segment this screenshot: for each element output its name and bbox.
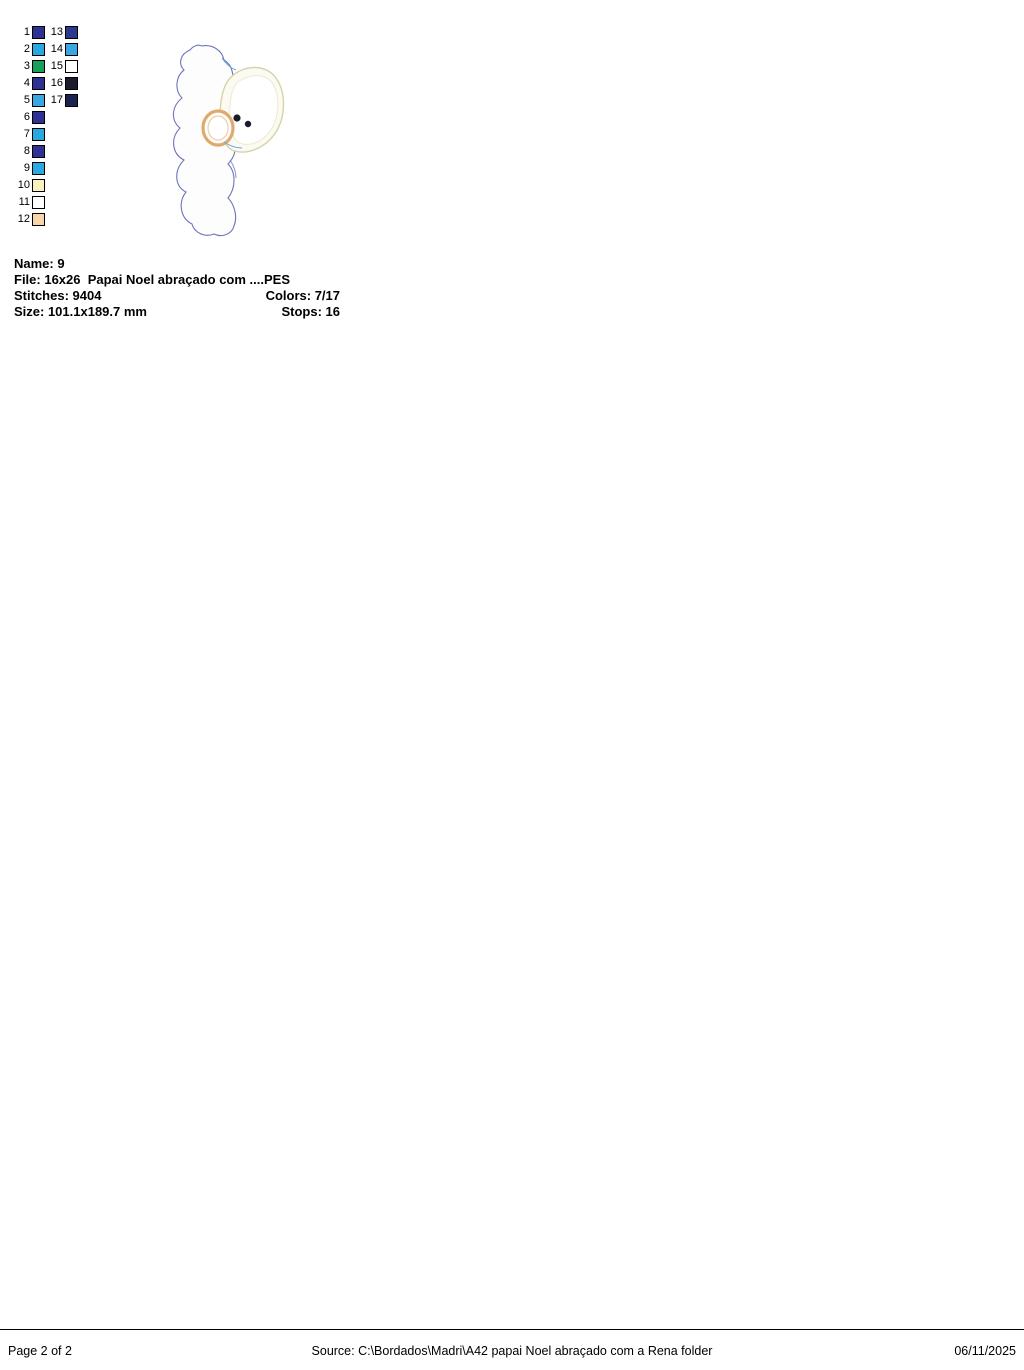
legend-item[interactable] <box>14 58 45 74</box>
color-swatch[interactable] <box>32 111 45 124</box>
legend-column-right <box>47 24 78 109</box>
legend-columns <box>14 24 94 228</box>
color-swatch[interactable] <box>32 196 45 209</box>
color-swatch[interactable] <box>32 179 45 192</box>
legend-index: 3 <box>23 59 30 72</box>
legend-index: 10 <box>17 178 30 191</box>
design-preview <box>160 20 350 250</box>
legend-item[interactable] <box>14 109 45 125</box>
legend-item[interactable] <box>14 143 45 159</box>
color-swatch[interactable] <box>65 60 78 73</box>
legend-index: 2 <box>23 42 30 55</box>
page-footer <box>0 1329 1024 1370</box>
legend-index: 6 <box>23 110 30 123</box>
design-size: Size: 101.1x189.7 mm <box>14 304 147 319</box>
design-colors: Colors: 7/17 <box>265 288 340 303</box>
legend-item[interactable] <box>14 177 45 193</box>
legend-item[interactable] <box>14 211 45 227</box>
color-swatch[interactable] <box>32 60 45 73</box>
legend-index: 8 <box>23 144 30 157</box>
legend-index: 1 <box>23 25 30 38</box>
legend-index: 7 <box>23 127 30 140</box>
design-stitches: Stitches: 9404 <box>14 288 102 303</box>
footer-inner <box>0 1330 1024 1370</box>
color-swatch[interactable] <box>65 43 78 56</box>
color-swatch[interactable] <box>65 77 78 90</box>
legend-item[interactable] <box>47 92 78 108</box>
legend-column-left <box>14 24 45 228</box>
design-info <box>14 256 344 320</box>
legend-index: 4 <box>23 76 30 89</box>
design-size-stops <box>14 304 340 320</box>
legend-item[interactable] <box>14 75 45 91</box>
legend-index: 11 <box>18 195 30 208</box>
legend-index: 16 <box>50 76 63 89</box>
color-swatch[interactable] <box>32 26 45 39</box>
legend-item[interactable] <box>14 41 45 57</box>
legend-item[interactable] <box>14 194 45 210</box>
legend-index: 15 <box>50 59 63 72</box>
legend-item[interactable] <box>14 160 45 176</box>
color-swatch[interactable] <box>65 94 78 107</box>
footer-page-number: Page 2 of 2 <box>8 1344 72 1358</box>
footer-source-path: Source: C:\Bordados\Madri\A42 papai Noel abraçado com a Rena folder <box>311 1344 713 1358</box>
color-swatch[interactable] <box>32 213 45 226</box>
legend-item[interactable] <box>47 58 78 74</box>
legend-index: 13 <box>50 25 63 38</box>
color-swatch[interactable] <box>32 43 45 56</box>
color-swatch[interactable] <box>32 128 45 141</box>
design-stops: Stops: 16 <box>281 304 340 319</box>
legend-item[interactable] <box>14 24 45 40</box>
color-swatch[interactable] <box>32 145 45 158</box>
design-name: Name: 9 <box>14 256 65 271</box>
color-swatch[interactable] <box>65 26 78 39</box>
design-file: File: 16x26 Papai Noel abraçado com ....PES <box>14 272 291 287</box>
color-swatch[interactable] <box>32 94 45 107</box>
legend-index: 17 <box>50 93 63 106</box>
footer-date: 06/11/2025 <box>954 1344 1016 1358</box>
color-legend <box>14 24 94 228</box>
legend-index: 9 <box>23 161 30 174</box>
legend-item[interactable] <box>47 41 78 57</box>
legend-item[interactable] <box>47 24 78 40</box>
color-swatch[interactable] <box>32 77 45 90</box>
legend-index: 14 <box>50 42 63 55</box>
legend-item[interactable] <box>14 92 45 108</box>
design-stitches-colors <box>14 288 340 304</box>
legend-index: 12 <box>17 212 30 225</box>
legend-index: 5 <box>23 93 30 106</box>
legend-item[interactable] <box>14 126 45 142</box>
legend-item[interactable] <box>47 75 78 91</box>
color-swatch[interactable] <box>32 162 45 175</box>
